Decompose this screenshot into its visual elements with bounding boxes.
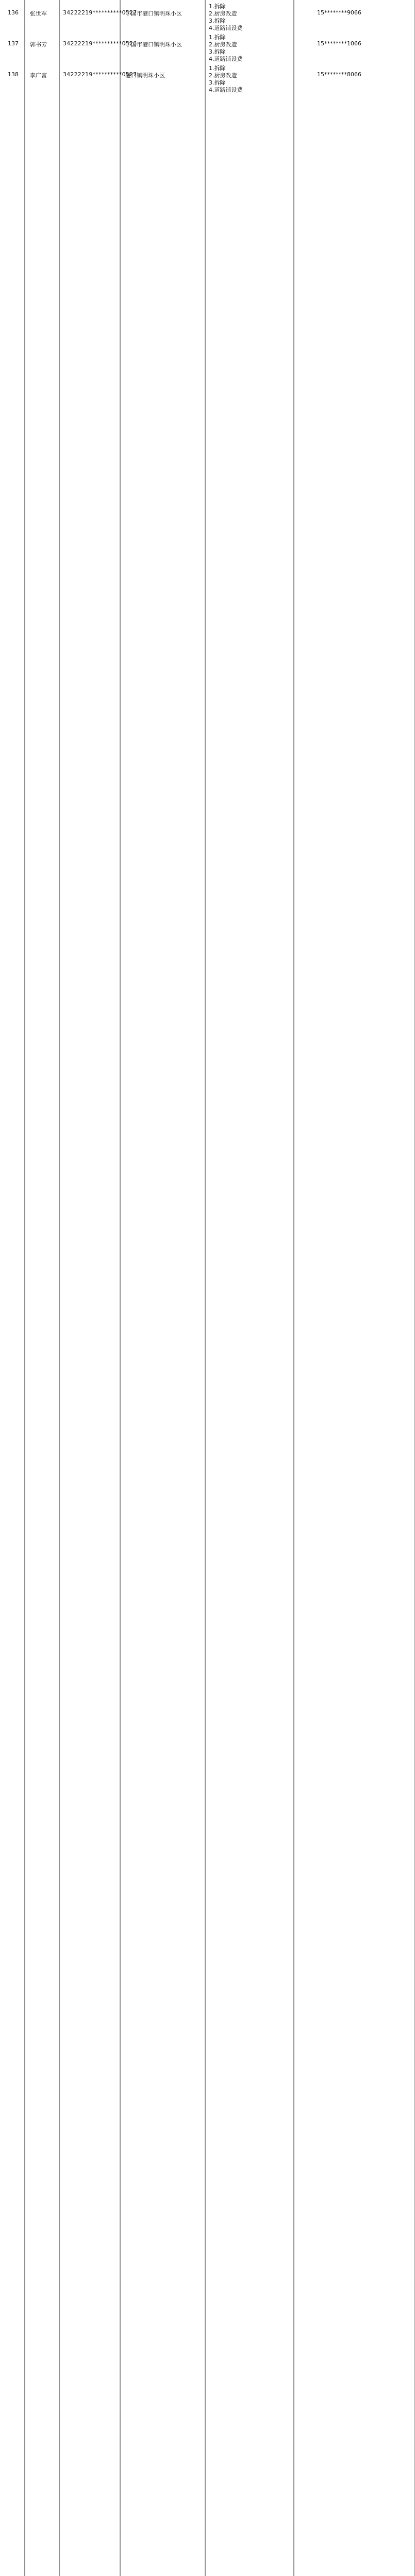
row-item: 2.厨房改造 [209, 72, 237, 79]
row-number: 138 [8, 71, 19, 78]
row-item: 3.拆除 [209, 18, 226, 24]
row-id: 34222219**********0526 [63, 40, 137, 47]
table-row [0, 62, 415, 93]
row-address: 宁国市港口镇明珠小区 [125, 10, 182, 17]
row-item: 4.道路铺设费 [209, 56, 243, 62]
table-row [0, 0, 415, 31]
row-name: 李广富 [30, 72, 47, 79]
row-item: 3.拆除 [209, 79, 226, 86]
row-address: 港口镇明珠小区 [125, 72, 165, 79]
row-item: 4.道路铺设费 [209, 25, 243, 31]
row-phone: 15********9066 [317, 9, 361, 16]
row-number: 137 [8, 40, 19, 47]
row-address: 宁国市港口镇明珠小区 [125, 41, 182, 48]
row-phone: 15********8066 [317, 71, 361, 78]
row-item: 1.拆除 [209, 3, 226, 10]
row-id: 34222219**********0527 [63, 71, 137, 78]
row-item: 1.拆除 [209, 65, 226, 72]
row-item: 4.道路铺设费 [209, 87, 243, 93]
row-name: 郭书芳 [30, 41, 47, 48]
row-id: 34222219**********0527 [63, 9, 137, 16]
row-item: 3.拆除 [209, 48, 226, 55]
row-item: 2.厨房改造 [209, 41, 237, 48]
row-item: 1.拆除 [209, 34, 226, 41]
row-phone: 15********1066 [317, 40, 361, 47]
row-number: 136 [8, 9, 19, 16]
table-row [0, 31, 415, 62]
row-item: 2.厨房改造 [209, 10, 237, 17]
row-name: 张世军 [30, 10, 47, 17]
